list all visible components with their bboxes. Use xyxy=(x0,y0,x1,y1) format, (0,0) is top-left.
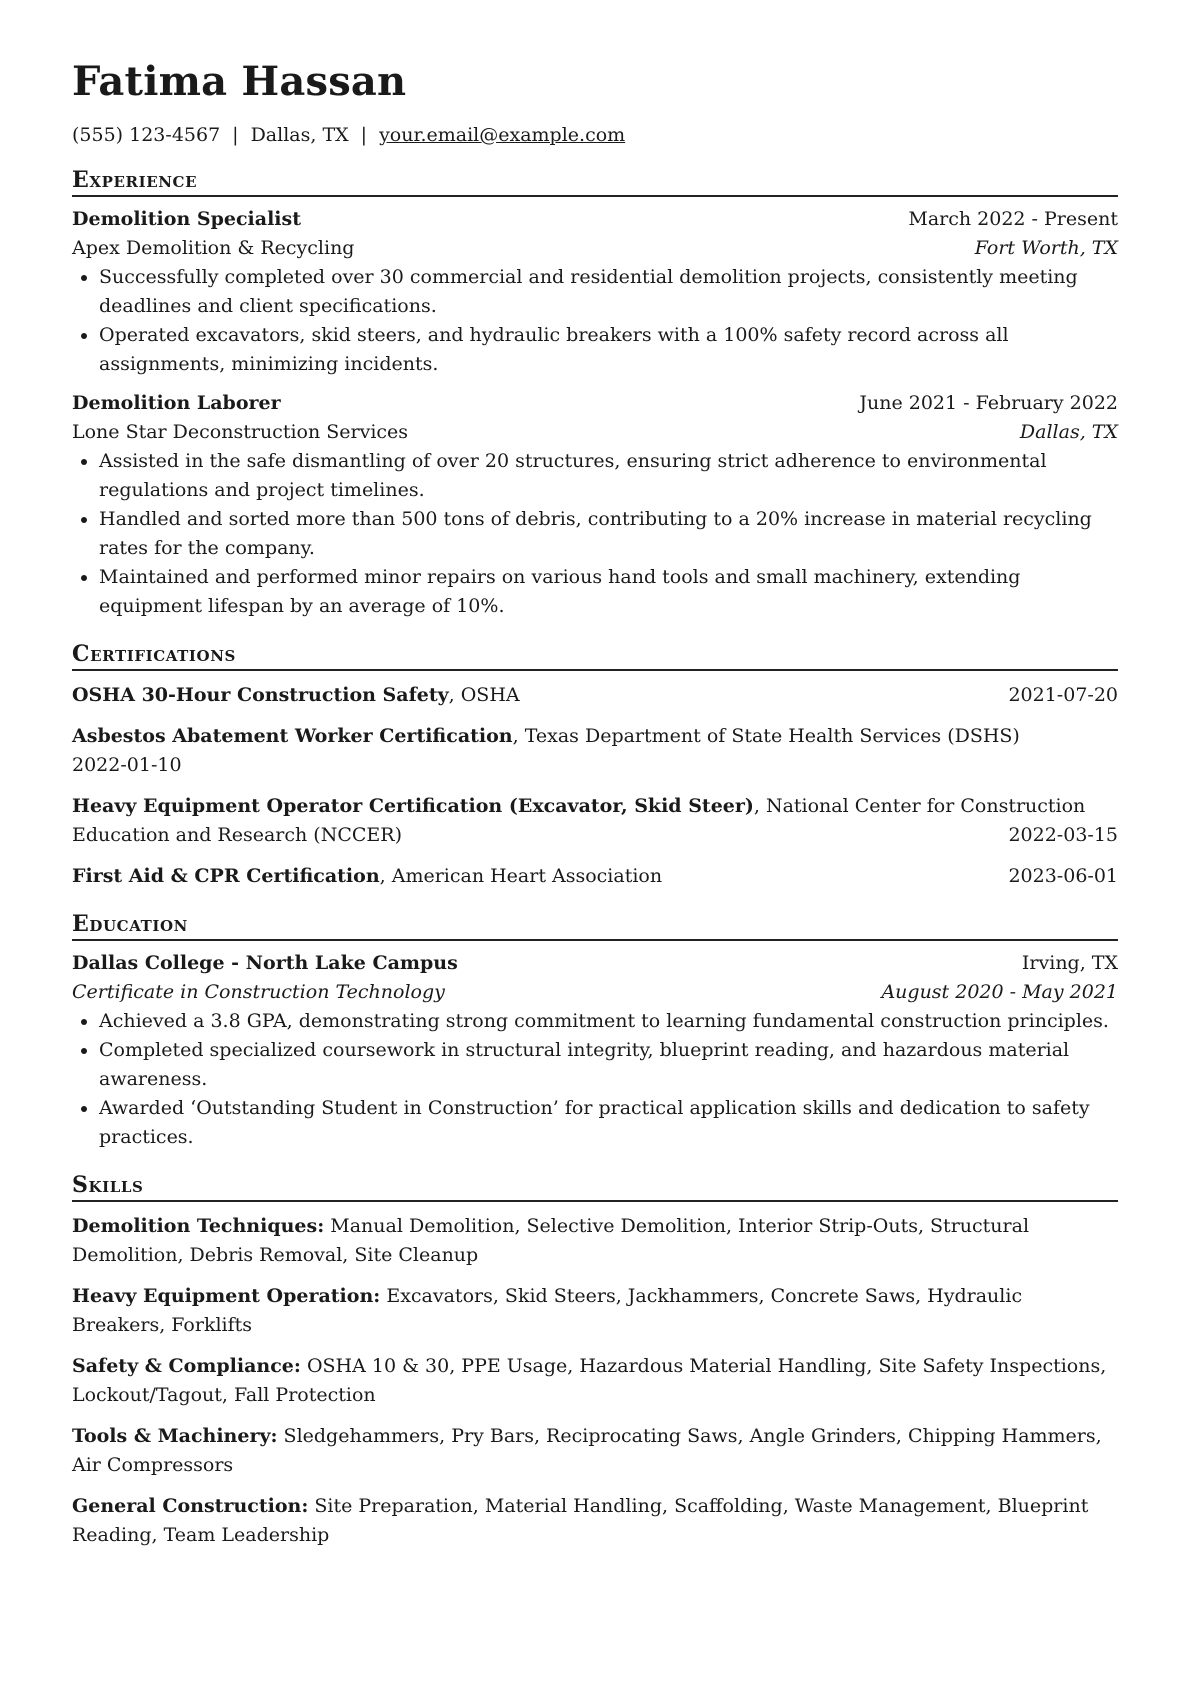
phone: (555) 123-4567 xyxy=(72,124,221,146)
skill-value: Sledgehammers, Pry Bars, Reciprocating Saws, Angle Grinders, Chipping Hammers, Air Compressors xyxy=(72,1424,1102,1476)
location: Dallas, TX xyxy=(250,124,349,146)
cert-item xyxy=(72,681,1118,710)
bullet-item: • Awarded ‘Outstanding Student in Construction’ for practical application skills and dedication to safety practices. xyxy=(99,1094,1118,1152)
cert-issuer: , American Heart Association xyxy=(379,864,663,887)
contact-separator: | xyxy=(360,124,368,146)
skill-item xyxy=(72,1352,1118,1410)
cert-date: 2023-06-01 xyxy=(1008,864,1118,887)
cert-issuer: , Texas Department of State Health Services (DSHS) xyxy=(512,724,1020,747)
section-title-certifications: Certifications xyxy=(72,641,1118,671)
skill-label: Heavy Equipment Operation: xyxy=(72,1284,381,1307)
bullet-item: • Successfully completed over 30 commercial and residential demolition projects, consistently meeting deadlines and client specifications. xyxy=(99,263,1118,321)
skill-label: General Construction: xyxy=(72,1494,309,1517)
cert-item xyxy=(72,792,1118,850)
bullet-item: • Maintained and performed minor repairs on various hand tools and small machinery, extending equipment lifespan by an average of 10%. xyxy=(99,563,1118,621)
skill-value: Manual Demolition, Selective Demolition, Interior Strip-Outs, Structural Demolition, Debris Removal, Site Cleanup xyxy=(72,1214,1030,1266)
cert-date: 2021-07-20 xyxy=(1008,683,1118,706)
skills-section xyxy=(72,1172,1118,1550)
certifications-section xyxy=(72,641,1118,891)
job-role: Demolition Specialist xyxy=(72,207,301,230)
job-dates: March 2022 - Present xyxy=(908,207,1118,230)
skill-label: Demolition Techniques: xyxy=(72,1214,325,1237)
job-company: Apex Demolition & Recycling xyxy=(72,236,355,259)
cert-issuer: , National Center for Construction Education and Research (NCCER) xyxy=(72,794,1086,846)
skill-value: Site Preparation, Material Handling, Scaffolding, Waste Management, Blueprint Reading, Team Leadership xyxy=(72,1494,1089,1546)
job-bullets xyxy=(72,263,1118,379)
cert-name: Asbestos Abatement Worker Certification xyxy=(72,724,513,747)
section-title-education: Education xyxy=(72,911,1118,941)
skill-item xyxy=(72,1422,1118,1480)
skill-value: OSHA 10 & 30, PPE Usage, Hazardous Material Handling, Site Safety Inspections, Lockout/Tagout, Fall Protection xyxy=(72,1354,1107,1406)
cert-date: 2022-03-15 xyxy=(1008,823,1118,846)
section-title-experience: Experience xyxy=(72,167,1118,197)
education-dates: August 2020 - May 2021 xyxy=(881,980,1118,1003)
experience-section xyxy=(72,167,1118,621)
skill-item xyxy=(72,1212,1118,1270)
school-name: Dallas College - North Lake Campus xyxy=(72,951,458,974)
contact-separator: | xyxy=(232,124,239,146)
email-link[interactable]: your.email@example.com xyxy=(379,124,626,146)
job-company: Lone Star Deconstruction Services xyxy=(72,420,409,443)
job-dates: June 2021 - February 2022 xyxy=(859,391,1118,414)
bullet-item: • Handled and sorted more than 500 tons of debris, contributing to a 20% increase in material recycling rates for the company. xyxy=(99,505,1118,563)
candidate-name: Fatima Hassan xyxy=(72,58,407,105)
job-location: Fort Worth, TX xyxy=(974,236,1118,259)
education-section xyxy=(72,911,1118,1152)
bullet-item: • Assisted in the safe dismantling of over 20 structures, ensuring strict adherence to environmental regulations and project timelines. xyxy=(99,447,1118,505)
job-entry xyxy=(72,389,1118,621)
cert-name: Heavy Equipment Operator Certification (Excavator, Skid Steer) xyxy=(72,794,754,817)
cert-date: 2022-01-10 xyxy=(72,753,182,776)
section-title-skills: Skills xyxy=(72,1172,1118,1202)
skill-item xyxy=(72,1282,1118,1340)
school-location: Irving, TX xyxy=(1021,951,1118,974)
job-location: Dallas, TX xyxy=(1019,420,1118,443)
job-bullets xyxy=(72,447,1118,621)
job-entry xyxy=(72,205,1118,379)
cert-issuer: , OSHA xyxy=(448,683,520,706)
skill-item xyxy=(72,1492,1118,1550)
skill-label: Tools & Machinery: xyxy=(72,1424,278,1447)
bullet-item: • Achieved a 3.8 GPA, demonstrating strong commitment to learning fundamental construction principles. xyxy=(99,1007,1118,1036)
bullet-item: • Completed specialized coursework in structural integrity, blueprint reading, and hazardous material awareness. xyxy=(99,1036,1118,1094)
bullet-item: • Operated excavators, skid steers, and hydraulic breakers with a 100% safety record across all assignments, minimizing incidents. xyxy=(99,321,1118,379)
cert-item xyxy=(72,862,1118,891)
cert-item xyxy=(72,722,1118,780)
skill-label: Safety & Compliance: xyxy=(72,1354,301,1377)
skill-value: Excavators, Skid Steers, Jackhammers, Concrete Saws, Hydraulic Breakers, Forklifts xyxy=(72,1284,1023,1336)
job-role: Demolition Laborer xyxy=(72,391,281,414)
cert-name: OSHA 30-Hour Construction Safety xyxy=(72,683,449,706)
cert-name: First Aid & CPR Certification xyxy=(72,864,380,887)
education-entry xyxy=(72,949,1118,1152)
education-bullets xyxy=(72,1007,1118,1152)
contact-line xyxy=(72,124,1118,147)
degree: Certificate in Construction Technology xyxy=(72,980,445,1003)
